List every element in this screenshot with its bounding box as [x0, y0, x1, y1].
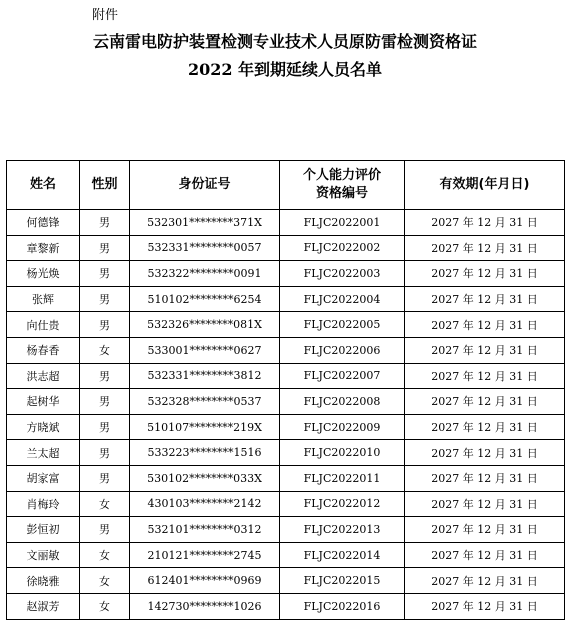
cell-id: 510107********219X	[130, 414, 280, 440]
cell-id: 533223********1516	[130, 440, 280, 466]
cell-cert: FLJC2022016	[280, 593, 405, 619]
table-row	[7, 465, 565, 491]
cell-date: 2027 年 12 月 31 日	[405, 286, 565, 312]
cell-cert: FLJC2022014	[280, 542, 405, 568]
cell-sex: 女	[80, 593, 130, 619]
cell-name: 杨春香	[7, 337, 80, 363]
cell-cert: FLJC2022008	[280, 389, 405, 415]
table-row	[7, 312, 565, 338]
header-cert	[280, 161, 405, 210]
cell-date: 2027 年 12 月 31 日	[405, 542, 565, 568]
header-cert-line1: 个人能力评价	[302, 168, 381, 183]
cell-sex: 男	[80, 261, 130, 287]
cell-cert: FLJC2022002	[280, 235, 405, 261]
cell-date: 2027 年 12 月 31 日	[405, 465, 565, 491]
cell-cert: FLJC2022010	[280, 440, 405, 466]
cell-sex: 女	[80, 568, 130, 594]
cell-name: 章黎新	[7, 235, 80, 261]
cell-cert: FLJC2022004	[280, 286, 405, 312]
cell-name: 何德锋	[7, 210, 80, 236]
cell-name: 彭恒初	[7, 517, 80, 543]
cell-name: 兰太超	[7, 440, 80, 466]
cell-cert: FLJC2022011	[280, 465, 405, 491]
cell-sex: 女	[80, 542, 130, 568]
cell-id: 532326********081X	[130, 312, 280, 338]
personnel-table	[6, 160, 565, 620]
cell-sex: 男	[80, 312, 130, 338]
header-id: 身份证号	[130, 161, 280, 210]
cell-cert: FLJC2022001	[280, 210, 405, 236]
cell-id: 532328********0537	[130, 389, 280, 415]
cell-id: 210121********2745	[130, 542, 280, 568]
table-row	[7, 593, 565, 619]
cell-date: 2027 年 12 月 31 日	[405, 261, 565, 287]
cell-name: 杨光焕	[7, 261, 80, 287]
cell-cert: FLJC2022005	[280, 312, 405, 338]
cell-date: 2027 年 12 月 31 日	[405, 517, 565, 543]
cell-name: 徐晓雅	[7, 568, 80, 594]
table-row	[7, 337, 565, 363]
cell-sex: 女	[80, 491, 130, 517]
cell-date: 2027 年 12 月 31 日	[405, 312, 565, 338]
cell-sex: 男	[80, 517, 130, 543]
cell-sex: 男	[80, 235, 130, 261]
document-subtitle: 2022 年到期延续人员名单	[187, 60, 383, 79]
cell-id: 532101********0312	[130, 517, 280, 543]
cell-id: 533001********0627	[130, 337, 280, 363]
cell-cert: FLJC2022003	[280, 261, 405, 287]
cell-date: 2027 年 12 月 31 日	[405, 235, 565, 261]
cell-date: 2027 年 12 月 31 日	[405, 568, 565, 594]
document-title: 云南雷电防护装置检测专业技术人员原防雷检测资格证	[92, 32, 477, 51]
table-row	[7, 363, 565, 389]
table-row	[7, 286, 565, 312]
cell-id: 510102********6254	[130, 286, 280, 312]
cell-sex: 男	[80, 210, 130, 236]
cell-date: 2027 年 12 月 31 日	[405, 414, 565, 440]
header-name: 姓名	[7, 161, 80, 210]
cell-sex: 男	[80, 465, 130, 491]
table-row	[7, 261, 565, 287]
cell-name: 赵淑芳	[7, 593, 80, 619]
cell-id: 532331********3812	[130, 363, 280, 389]
cell-cert: FLJC2022012	[280, 491, 405, 517]
cell-sex: 男	[80, 286, 130, 312]
cell-id: 430103********2142	[130, 491, 280, 517]
attachment-label: 附件	[92, 8, 119, 23]
header-date: 有效期(年月日)	[405, 161, 565, 210]
cell-date: 2027 年 12 月 31 日	[405, 389, 565, 415]
cell-cert: FLJC2022007	[280, 363, 405, 389]
cell-id: 532322********0091	[130, 261, 280, 287]
table-row	[7, 389, 565, 415]
cell-id: 142730********1026	[130, 593, 280, 619]
table-row	[7, 414, 565, 440]
header-sex: 性别	[80, 161, 130, 210]
table-row	[7, 491, 565, 517]
cell-name: 张辉	[7, 286, 80, 312]
cell-name: 文丽敏	[7, 542, 80, 568]
cell-date: 2027 年 12 月 31 日	[405, 440, 565, 466]
cell-date: 2027 年 12 月 31 日	[405, 210, 565, 236]
cell-date: 2027 年 12 月 31 日	[405, 491, 565, 517]
cell-cert: FLJC2022009	[280, 414, 405, 440]
cell-id: 532331********0057	[130, 235, 280, 261]
table-row	[7, 235, 565, 261]
cell-sex: 女	[80, 337, 130, 363]
cell-name: 肖梅玲	[7, 491, 80, 517]
cell-name: 胡家富	[7, 465, 80, 491]
cell-id: 530102********033X	[130, 465, 280, 491]
table-row	[7, 440, 565, 466]
cell-name: 向仕贵	[7, 312, 80, 338]
cell-sex: 男	[80, 440, 130, 466]
cell-sex: 男	[80, 414, 130, 440]
cell-id: 612401********0969	[130, 568, 280, 594]
cell-cert: FLJC2022013	[280, 517, 405, 543]
table-row	[7, 210, 565, 236]
header-cert-line2: 资格编号	[315, 186, 368, 201]
cell-sex: 男	[80, 389, 130, 415]
cell-cert: FLJC2022006	[280, 337, 405, 363]
cell-date: 2027 年 12 月 31 日	[405, 337, 565, 363]
cell-name: 起树华	[7, 389, 80, 415]
table-row	[7, 568, 565, 594]
cell-date: 2027 年 12 月 31 日	[405, 363, 565, 389]
cell-sex: 男	[80, 363, 130, 389]
cell-cert: FLJC2022015	[280, 568, 405, 594]
table-row	[7, 517, 565, 543]
table-header-row	[7, 161, 565, 210]
cell-name: 方晓斌	[7, 414, 80, 440]
cell-id: 532301********371X	[130, 210, 280, 236]
table-row	[7, 542, 565, 568]
cell-date: 2027 年 12 月 31 日	[405, 593, 565, 619]
cell-name: 洪志超	[7, 363, 80, 389]
